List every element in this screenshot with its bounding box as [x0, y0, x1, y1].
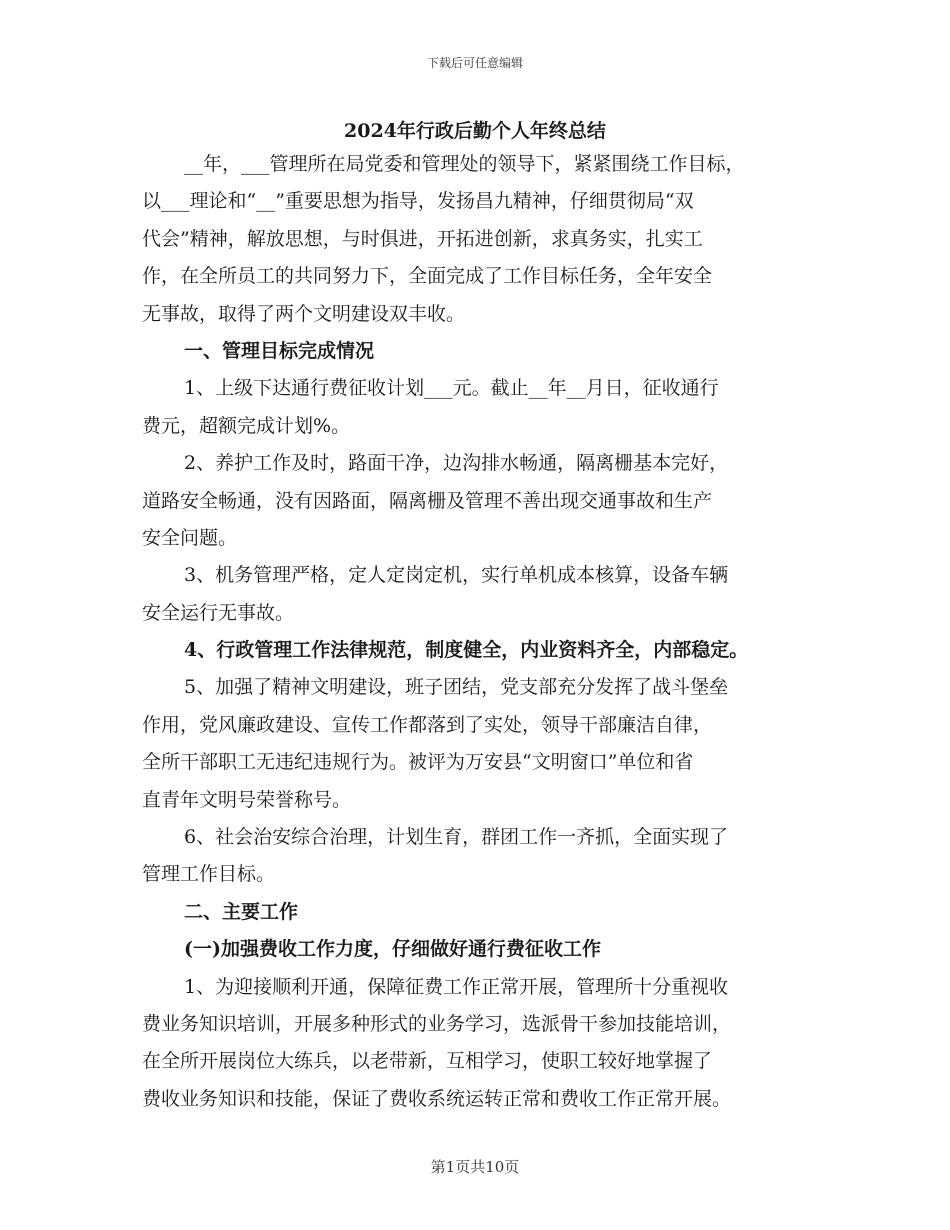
paragraph-line: 安全问题。	[142, 526, 238, 549]
paragraph-line: 管理工作目标。	[142, 863, 276, 886]
paragraph-line: 5、加强了精神文明建设，班子团结，党支部充分发挥了战斗堡垒	[184, 676, 729, 699]
section-heading-line: (一)加强费收工作力度，仔细做好通行费征收工作	[184, 938, 601, 961]
paragraph-line: 费收业务知识和技能，保证了费收系统运转正常和费收工作正常开展。	[142, 1087, 732, 1110]
document-title: 2024年行政后勤个人年终总结	[344, 120, 606, 142]
paragraph-line: 费元，超额完成计划%。	[142, 414, 351, 437]
paragraph-line: 代会”精神，解放思想，与时俱进，开拓进创新，求真务实，扎实工	[142, 227, 703, 250]
section-heading-line: 二、主要工作	[184, 900, 299, 923]
paragraph-line: 安全运行无事故。	[142, 601, 295, 624]
paragraph-line: 1、为迎接顺利开通，保障征费工作正常开展，管理所十分重视收	[184, 975, 729, 998]
paragraph-line: 无事故，取得了两个文明建设双丰收。	[142, 302, 466, 325]
paragraph-line: 作，在全所员工的共同努力下，全面完成了工作目标任务，全年安全	[142, 265, 713, 288]
paragraph-line: 以___理论和“__”重要思想为指导，发扬昌九精神，仔细贯彻局“双	[142, 190, 694, 213]
paragraph-line: 2、养护工作及时，路面干净，边沟排水畅通，隔离栅基本完好，	[184, 452, 729, 475]
paragraph-line: 3、机务管理严格，定人定岗定机，实行单机成本核算，设备车辆	[184, 564, 729, 587]
paragraph-line: 1、上级下达通行费征收计划___元。截止__年__月日，征收通行	[184, 377, 719, 400]
paragraph-line: 在全所开展岗位大练兵，以老带新，互相学习，使职工较好地掌握了	[142, 1050, 713, 1073]
section-heading-line: 4、行政管理工作法律规范，制度健全，内业资料齐全，内部稳定。	[184, 639, 749, 662]
paragraph-line: 道路安全畅通，没有因路面，隔离栅及管理不善出现交通事故和生产	[142, 489, 713, 512]
header-note: 下载后可任意编辑	[426, 56, 523, 70]
paragraph-line: 作用，党风廉政建设、宣传工作都落到了实处，领导干部廉洁自律，	[142, 713, 713, 736]
paragraph-line: 直青年文明号荣誉称号。	[142, 788, 352, 811]
document-body	[142, 146, 810, 1118]
paragraph-line: 6、社会治安综合治理，计划生育，群团工作一齐抓，全面实现了	[184, 826, 729, 849]
section-heading-line: 一、管理目标完成情况	[184, 339, 375, 362]
paragraph-line: __年，___管理所在局党委和管理处的领导下，紧紧围绕工作目标，	[184, 153, 745, 175]
paragraph-line: 费业务知识培训，开展多种形式的业务学习，选派骨干参加技能培训，	[142, 1012, 732, 1035]
paragraph-line: 全所干部职工无违纪违规行为。被评为万安县“文明窗口”单位和省	[142, 751, 694, 774]
page-footer: 第1页共10页	[430, 1158, 520, 1176]
